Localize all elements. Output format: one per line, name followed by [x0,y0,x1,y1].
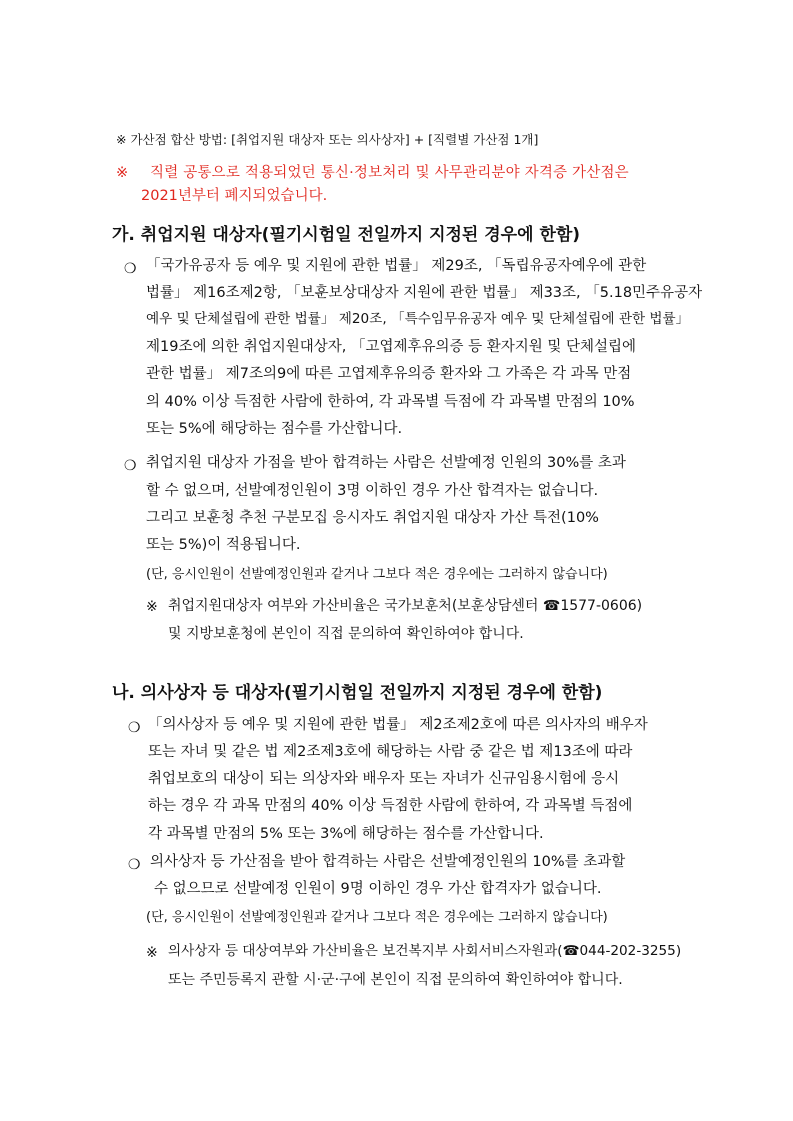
section-ga-contact-line-2: 및 지방보훈청에 본인이 직접 문의하여 확인하여야 합니다. [168,626,524,642]
red-notice-line-2: 2021년부터 폐지되었습니다. [141,188,328,204]
section-ga-bullet-1: ❍ [124,261,137,277]
section-ga-exception: (단, 응시인원이 선발예정인원과 같거나 그보다 적은 경우에는 그러하지 않습니다) [146,567,608,582]
section-ga-para1-line-2: 법률」 제16조제2항, 「보훈보상대상자 지원에 관한 법률」 제33조, 「5.18민주유공자 [146,285,703,301]
section-na-para2-line-2: 수 없으므로 선발예정 인원이 9명 이하인 경우 가산 합격자가 없습니다. [154,881,602,897]
section-ga-contact-line-1: 취업지원대상자 여부와 가산비율은 국가보훈처(보훈상담센터 ☎1577-0606) [168,598,643,614]
section-ga-heading: 가. 취업지원 대상자(필기시험일 전일까지 지정된 경우에 한함) [112,225,581,245]
section-ga-para1-line-6: 의 40% 이상 득점한 사람에 한하여, 각 과목별 득점에 각 과목별 만점의 10% [146,394,635,410]
section-na-para1-line-3: 취업보호의 대상이 되는 의상자와 배우자 또는 자녀가 신규임용시험에 응시 [148,771,620,787]
red-notice-mark: ※ [116,165,129,181]
section-ga-para1-line-4: 제19조에 의한 취업지원대상자, 「고엽제후유의증 등 환자지원 및 단체설립에 [146,339,637,355]
section-ga-bullet-2: ❍ [124,458,137,474]
section-na-para1-line-1: 「의사상자 등 예우 및 지원에 관한 법률」 제2조제2호에 따른 의사자의 배우자 [148,717,648,733]
section-ga-para1-line-7: 또는 5%에 해당하는 점수를 가산합니다. [146,421,403,437]
intro-note: ※ 가산점 합산 방법: [취업지원 대상자 또는 의사상자] + [직렬별 가산점 1개] [116,132,539,147]
section-na-bullet-2: ❍ [128,857,141,873]
section-ga-contact-mark: ※ [146,599,158,615]
section-na-contact-line-1: 의사상자 등 대상여부와 가산비율은 보건복지부 사회서비스자원과(☎044-202-3255) [168,943,682,959]
section-na-para1-line-4: 하는 경우 각 과목 만점의 40% 이상 득점한 사람에 한하여, 각 과목별 득점에 [148,798,633,814]
section-ga-para1-line-1: 「국가유공자 등 예우 및 지원에 관한 법률」 제29조, 「독립유공자예우에 관한 [146,258,647,274]
red-notice-line-1: 직렬 공통으로 적용되었던 통신·정보처리 및 사무관리분야 자격증 가산점은 [150,165,629,181]
section-na-heading: 나. 의사상자 등 대상자(필기시험일 전일까지 지정된 경우에 한함) [112,683,603,703]
section-ga-para1-line-5: 관한 법률」 제7조의9에 따른 고엽제후유의증 환자와 그 가족은 각 과목 만점 [146,366,632,382]
section-ga-para2-line-1: 취업지원 대상자 가점을 받아 합격하는 사람은 선발예정 인원의 30%를 초과 [146,455,626,471]
section-na-exception: (단, 응시인원이 선발예정인원과 같거나 그보다 적은 경우에는 그러하지 않습니다) [146,910,608,925]
section-na-para2-line-1: 의사상자 등 가산점을 받아 합격하는 사람은 선발예정인원의 10%를 초과할 [150,854,626,870]
section-na-contact-mark: ※ [146,945,158,961]
section-ga-para1-line-3: 예우 및 단체설립에 관한 법률」 제20조, 「특수임무유공자 예우 및 단체설립에 관한 법률」 [146,311,690,327]
section-ga-para2-line-3: 그리고 보훈청 추천 구분모집 응시자도 취업지원 대상자 가산 특전(10% [146,510,599,526]
section-ga-para2-line-2: 할 수 없으며, 선발예정인원이 3명 이하인 경우 가산 합격자는 없습니다. [146,483,599,499]
section-na-para1-line-2: 또는 자녀 및 같은 법 제2조제3호에 해당하는 사람 중 같은 법 제13조에 따라 [148,744,633,760]
section-na-contact-line-2: 또는 주민등록지 관할 시·군·구에 본인이 직접 문의하여 확인하여야 합니다. [168,972,623,988]
section-na-bullet-1: ❍ [128,720,141,736]
section-ga-para2-line-4: 또는 5%)이 적용됩니다. [146,537,301,553]
section-na-para1-line-5: 각 과목별 만점의 5% 또는 3%에 해당하는 점수를 가산합니다. [148,826,544,842]
